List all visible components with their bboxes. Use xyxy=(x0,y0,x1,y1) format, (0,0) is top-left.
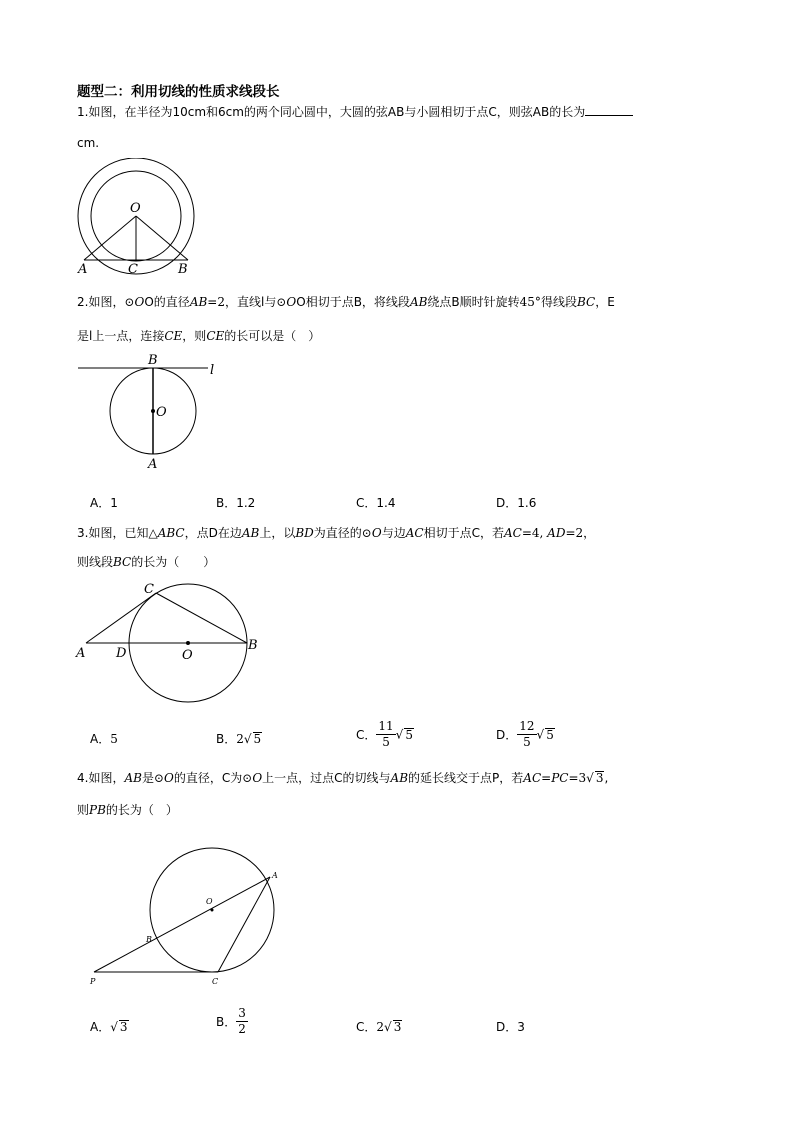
label-b: B xyxy=(178,262,188,277)
q4-line2a: 则 xyxy=(77,803,90,817)
q2-bc: BC xyxy=(576,295,596,309)
q3-ad-val: =2 xyxy=(565,526,584,540)
q2-ab2: AB xyxy=(409,295,428,309)
q3-p4: 为直径的 xyxy=(313,526,362,540)
label-o: O xyxy=(130,201,141,216)
q1-line1: 1.如图，在半径为10cm和6cm的两个同心圆中，大圆的弦AB与小圆相切于点C，则弦AB的长为 xyxy=(77,105,586,119)
q4-line2b: 的长为（ ） xyxy=(105,803,178,817)
q2-p4: O相切于点B，将线段 xyxy=(296,295,410,309)
q4-option-b[interactable]: B． $\frac{3}{2}$ xyxy=(216,1006,246,1036)
q3-option-b[interactable]: B．2√ 5 xyxy=(216,732,262,746)
label-b: B xyxy=(148,353,158,368)
q2-degree: 45° xyxy=(519,295,541,309)
q2-line2a: 是l上一点，连接 xyxy=(77,329,165,343)
q2-o: O xyxy=(134,295,145,309)
q2-circle-tangent-figure xyxy=(72,350,232,475)
q2-option-d[interactable]: D．1.6 xyxy=(496,496,537,510)
q2-p7: 得线段 xyxy=(540,295,577,309)
label-b: B xyxy=(248,638,258,653)
label-p: P xyxy=(90,977,96,986)
q4-pb: PB xyxy=(89,803,106,817)
label-a: A xyxy=(148,457,158,472)
q2-option-a[interactable]: A．1 xyxy=(90,496,118,510)
q4-o: O xyxy=(164,771,174,785)
q3-o: O xyxy=(371,526,382,540)
q4-p1: 4.如图， xyxy=(77,771,125,785)
label-c: C xyxy=(144,582,154,597)
question-4-line2 xyxy=(77,800,178,820)
q2-ce: CE xyxy=(164,329,183,343)
q2-line2c: 的长可以是（ ） xyxy=(224,329,321,343)
q3-option-a[interactable]: A．5 xyxy=(90,732,118,746)
q4-pc: PC xyxy=(551,771,569,785)
question-3-line2 xyxy=(77,552,215,572)
label-d: D xyxy=(116,646,127,661)
q1-line2: cm. xyxy=(77,136,100,150)
q2-line2b: ，则 xyxy=(182,329,207,343)
q4-p5: 的延长线交于点P，若 xyxy=(408,771,524,785)
q3-p6: 相切于点C，若 xyxy=(423,526,504,540)
q4-p3: 的直径，C为 xyxy=(173,771,243,785)
fraction: $\frac{12}{5}$ xyxy=(519,719,535,749)
q2-ce2: CE xyxy=(206,329,225,343)
q4-option-c[interactable]: C．2√ 3 xyxy=(356,1020,402,1034)
q3-ac: AC xyxy=(405,526,424,540)
label-a: A xyxy=(78,262,88,277)
q2-p2: O的直径 xyxy=(144,295,190,309)
label-o: O xyxy=(156,405,167,420)
q4-p2: 是 xyxy=(141,771,154,785)
q2-option-b[interactable]: B．1.2 xyxy=(216,496,256,510)
q3-p2: ，点D在边 xyxy=(184,526,242,540)
q4-p4: 上一点，过点C的切线与 xyxy=(262,771,391,785)
question-2-line2 xyxy=(77,326,320,346)
q3-abc: ABC xyxy=(157,526,185,540)
q3-bc: BC xyxy=(113,555,132,569)
q2-p1: 2.如图， xyxy=(77,295,125,309)
q2-p8: ，E xyxy=(595,295,615,309)
label-o: O xyxy=(206,897,213,906)
q4-o2: O xyxy=(252,771,263,785)
q4-ac: AC xyxy=(523,771,542,785)
circle-symbol: ⊙ xyxy=(276,295,287,309)
q4-secant-tangent-figure xyxy=(80,840,290,990)
question-1-text xyxy=(77,102,633,122)
label-a: A xyxy=(272,871,278,880)
q4-option-a[interactable]: A．√ 3 xyxy=(90,1020,128,1034)
q3-ab: AB xyxy=(241,526,260,540)
circle-symbol: ⊙ xyxy=(124,295,135,309)
q1-concentric-circles-figure xyxy=(72,158,202,278)
label-l: l xyxy=(210,363,215,378)
q3-option-d[interactable]: D． $\frac{12}{5}$ √ 5 xyxy=(496,719,554,749)
label-o: O xyxy=(182,648,193,663)
label-a: A xyxy=(76,646,86,661)
q2-p3: ，直线l与 xyxy=(225,295,277,309)
fraction: $\frac{3}{2}$ xyxy=(238,1006,246,1036)
q2-o: O xyxy=(286,295,297,309)
question-2-text xyxy=(77,292,615,312)
q2-p6: 绕点B顺时针旋转 xyxy=(427,295,520,309)
q2-ab: AB xyxy=(189,295,208,309)
fraction: $\frac{11}{5}$ xyxy=(378,719,394,749)
circle-symbol: ⊙ xyxy=(361,526,372,540)
q3-ad-cond: AD xyxy=(547,526,566,540)
q3-p1: 3.如图，已知 xyxy=(77,526,149,540)
label-c: C xyxy=(212,977,219,986)
question-3-text: 3.如图，已知△ABC，点D在边AB上，以BD为直径的⊙O与边AC相切于点C，若AC=4, AD=2， xyxy=(77,526,596,540)
section-title: 题型二：利用切线的性质求线段长 xyxy=(77,84,280,100)
q3-option-c[interactable]: C． $\frac{11}{5}$ √ 5 xyxy=(356,719,413,749)
label-b: B xyxy=(146,935,152,944)
circle-symbol: ⊙ xyxy=(153,771,165,785)
q2-eq-val: =2 xyxy=(207,295,225,309)
q3-line2b: 的长为（ ） xyxy=(131,555,216,569)
q3-p3: 上，以 xyxy=(259,526,296,540)
q4-ab2: AB xyxy=(390,771,409,785)
q3-p5: 与边 xyxy=(381,526,406,540)
q2-option-c[interactable]: C．1.4 xyxy=(356,496,396,510)
q3-bd: BD xyxy=(295,526,314,540)
triangle-symbol: △ xyxy=(148,526,158,540)
q3-line2a: 则线段 xyxy=(77,555,114,569)
q4-option-d[interactable]: D．3 xyxy=(496,1020,525,1034)
q3-ac-val: =4 xyxy=(521,526,540,540)
question-4-text: 4.如图，AB是⊙O的直径，C为⊙O上一点，过点C的切线与AB的延长线交于点P，若AC=PC=3√ 3, xyxy=(77,771,609,785)
q3-triangle-circle-figure xyxy=(72,575,272,705)
circle-symbol: ⊙ xyxy=(242,771,253,785)
label-c: C xyxy=(128,262,138,277)
answer-blank[interactable] xyxy=(585,103,633,116)
q4-ab: AB xyxy=(124,771,142,785)
q3-ac-cond: AC xyxy=(503,526,522,540)
